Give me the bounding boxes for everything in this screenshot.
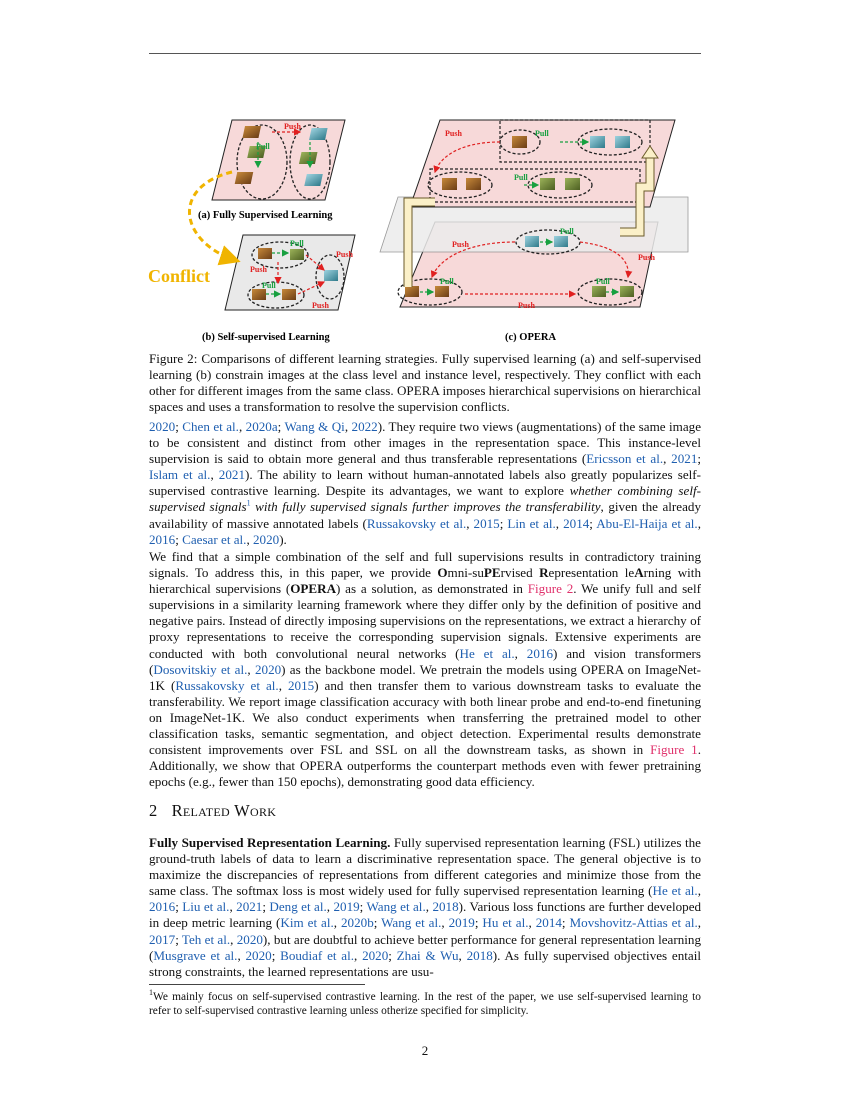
citation-link[interactable]: 2020: [362, 947, 389, 963]
citation-link[interactable]: 2018: [432, 899, 459, 915]
page-number: 2: [421, 1043, 429, 1058]
panel-a-plane: [212, 120, 345, 200]
citation-link[interactable]: 2020: [245, 947, 272, 963]
citation-link[interactable]: Musgrave et al.: [153, 947, 238, 963]
citation-link[interactable]: Wang et al.: [366, 899, 426, 915]
panel-a-pull-label: Pull: [256, 142, 270, 151]
figure-caption: [149, 351, 701, 415]
citation-link[interactable]: 2019: [448, 915, 475, 931]
citation-link[interactable]: Movshovitz-Attias et al.: [569, 915, 698, 931]
citation-link[interactable]: 2020: [254, 661, 282, 677]
citation-link[interactable]: 2020a: [245, 419, 278, 434]
footnote-text: We mainly focus on self-supervised contrastive learning. In the rest of the paper, we use self-supervised learning to refer to self-supervised contrastive learning unless otherize specified for simplicity.: [149, 991, 701, 1017]
footnote: [149, 990, 701, 1018]
citation-link[interactable]: 2016: [526, 645, 553, 661]
citation-link[interactable]: 2016: [149, 531, 176, 547]
panel-c-pull-label-b3: Pull: [596, 277, 610, 286]
panel-c-planes: [380, 120, 688, 310]
citation-link[interactable]: Deng et al.: [269, 899, 327, 915]
citation-link[interactable]: 2021: [236, 899, 263, 915]
citation-link[interactable]: He et al.: [652, 883, 698, 899]
citation-link[interactable]: Zhai & Wu: [396, 947, 459, 963]
panel-b-push-label: Push: [336, 250, 353, 259]
panel-c-pull-label-mid: Pull: [514, 173, 528, 182]
citation-link[interactable]: 2020: [236, 931, 263, 947]
panel-b-push-label-3: Push: [250, 265, 267, 274]
panel-c-pull-label-b2: Pull: [440, 277, 454, 286]
panel-b-pull-label: Pull: [290, 239, 304, 248]
header-rule: [149, 53, 701, 54]
paragraph-1: 2020; Chen et al., 2020a; Wang & Qi, 2022). They require two views (augmentations) of the same image to be consistent and distinct from other images in the representation space. This instance-level supervision is said to obtain more general and thus transferable representations (Ericsson et al., 2021; Islam et al., 2021). The ability to learn without human-annotated labels also greatly popularizes self-supervised contrastive learning. Despite its advantages, we want to explore whether combining self-supervised signals$^1$ with fully supervised signals further improves the transferability, given the already availability of massive annotated labels (Russakovsky et al., 2015; Lin et al., 2014; Abu-El-Haija et al., 2016; Caesar et al., 2020).: [149, 419, 702, 547]
panel-b-pull-label-2: Pull: [262, 281, 276, 290]
panel-c-push-label-top: Push: [445, 129, 462, 138]
citation-link[interactable]: He et al.: [459, 645, 515, 661]
section-heading: [149, 801, 276, 821]
paragraph-heading: Fully Supervised Representation Learning.: [149, 835, 391, 850]
citation-link[interactable]: 2020b: [341, 915, 374, 931]
section-number: 2: [149, 801, 158, 820]
panel-b-plane: [225, 235, 355, 310]
footnote-rule: [149, 984, 365, 985]
citation-link[interactable]: Lin et al.: [507, 515, 556, 531]
paragraph-3: Fully Supervised Representation Learning. Fully supervised representation learning (FSL) utilizes the ground-truth labels of data to learn a discriminative representation space. The general objective is to maximize the discrepancies of representations from different categories and minimize those from the same class. The softmax loss is most widely used for fully supervised representation learning (He et al., 2016; Liu et al., 2021; Deng et al., 2019; Wang et al., 2018). Various loss functions are further developed in deep metric learning (Kim et al., 2020b; Wang et al., 2019; Hu et al., 2014; Movshovitz-Attias et al., 2017; Teh et al., 2020), but are doubtful to achieve better performance for general representation learning (Musgrave et al., 2020; Boudiaf et al., 2020; Zhai & Wu, 2018). As fully supervised objectives entail strong constraints, the learned representations are usu-: [149, 835, 702, 979]
citation-link[interactable]: Abu-El-Haija et al.: [596, 515, 698, 531]
citation-link[interactable]: 2021: [671, 451, 698, 467]
figure-2-diagram: [140, 112, 715, 352]
citation-link[interactable]: Caesar et al.: [182, 531, 247, 547]
citation-link[interactable]: Hu et al.: [482, 915, 529, 931]
citation-link[interactable]: Liu et al.: [182, 899, 230, 915]
section-title: Related Work: [171, 801, 277, 820]
citation-link[interactable]: 2014: [535, 915, 562, 931]
emphasis-text: whether combining self-supervised signals: [149, 483, 701, 515]
panel-c-push-label-left: Push: [452, 240, 469, 249]
panel-c-push-label-right: Push: [638, 253, 655, 262]
citation-link[interactable]: Wang et al.: [381, 915, 442, 931]
citation-link[interactable]: 2016: [149, 899, 176, 915]
emphasis-text: with fully supervised signals further improves the transferability: [250, 499, 601, 515]
panel-c-push-label-bottom: Push: [518, 301, 535, 310]
citation-link[interactable]: 2014: [563, 515, 590, 531]
panel-c-pull-label-top: Pull: [535, 129, 549, 138]
panel-b-push-label-2: Push: [312, 301, 329, 310]
panel-a-caption: (a) Fully Supervised Learning: [198, 210, 333, 221]
conflict-label: Conflict: [148, 266, 210, 286]
panel-a-push-label: Push: [284, 122, 301, 131]
citation-link[interactable]: Boudiaf et al.: [280, 947, 355, 963]
citation-link[interactable]: 2015: [288, 677, 315, 693]
panel-c-caption: (c) OPERA: [505, 332, 557, 343]
citation-link[interactable]: Russakovsky et al.: [175, 677, 279, 693]
citation-link[interactable]: 2017: [149, 931, 176, 947]
citation-link[interactable]: 2018: [466, 947, 493, 963]
citation-link[interactable]: 2022: [351, 419, 378, 434]
citation-link[interactable]: Kim et al.: [280, 915, 334, 931]
citation-link[interactable]: Wang & Qi: [284, 419, 345, 434]
citation-link[interactable]: 2020: [149, 419, 176, 434]
citation-link[interactable]: Islam et al.: [149, 467, 211, 483]
panel-c-pull-label-b1: Pull: [560, 227, 574, 236]
citation-link[interactable]: Chen et al.: [182, 419, 239, 434]
citation-link[interactable]: 2015: [473, 515, 500, 531]
paragraph-2: We find that a simple combination of the self and full supervisions results in contradictory training signals. To address this, in this paper, we provide Omni-suPErvised Representation leArning with hierarchical supervisions (OPERA) as a solution, as demonstrated in Figure 2. We unify full and self supervisions in a similarity learning framework where they differ only by the definition of positive and negative pairs. Instead of directly imposing supervisions on the representations, we extract a hierarchy of proxy representations to receive the corresponding supervision signals. Extensive experiments are conducted with both convolutional neural networks (He et al., 2016) and vision transformers (Dosovitskiy et al., 2020) as the backbone model. We pretrain the models using OPERA on ImageNet-1K (Russakovsky et al., 2015) and then transfer them to various downstream tasks to evaluate the transferability. We report image classification accuracy with both linear probe and end-to-end finetuning on ImageNet-1K. We also conduct experiments when transferring the pretrained model to other classification tasks, semantic segmentation, and object detection. Experimental results demonstrate consistent improvements over FSL and SSL on all the downstream tasks, as shown in Figure 1. Additionally, we show that OPERA outperforms the counterpart methods even with fewer pretraining epochs (e.g., fewer than 150 epochs), demonstrating good data efficiency.: [149, 549, 702, 790]
citation-link[interactable]: Ericsson et al.: [586, 451, 664, 467]
figure-caption-text: Figure 2: Comparisons of different learning strategies. Fully supervised learning (a) and self-supervised learning (b) constrain images at the class level and instance level, respectively. They conflict with each other for different images from the same class. OPERA imposes hierarchical supervisions on hierarchical spaces and uses a transformation to resolve the supervision conflicts.: [149, 351, 701, 415]
citation-link[interactable]: Teh et al.: [181, 931, 231, 947]
citation-link[interactable]: 2021: [218, 467, 245, 483]
figure-ref-link[interactable]: Figure 1: [650, 742, 698, 758]
citation-link[interactable]: 2019: [333, 899, 360, 915]
citation-link[interactable]: Russakovsky et al.: [366, 515, 467, 531]
footnote-number: 1: [149, 988, 153, 998]
footnote-marker[interactable]: 1: [246, 499, 251, 509]
panel-b-caption: (b) Self-supervised Learning: [202, 332, 330, 343]
figure-ref-link[interactable]: Figure 2: [527, 581, 574, 597]
citation-link[interactable]: 2020: [253, 531, 280, 547]
citation-link[interactable]: Dosovitskiy et al.: [153, 661, 248, 677]
